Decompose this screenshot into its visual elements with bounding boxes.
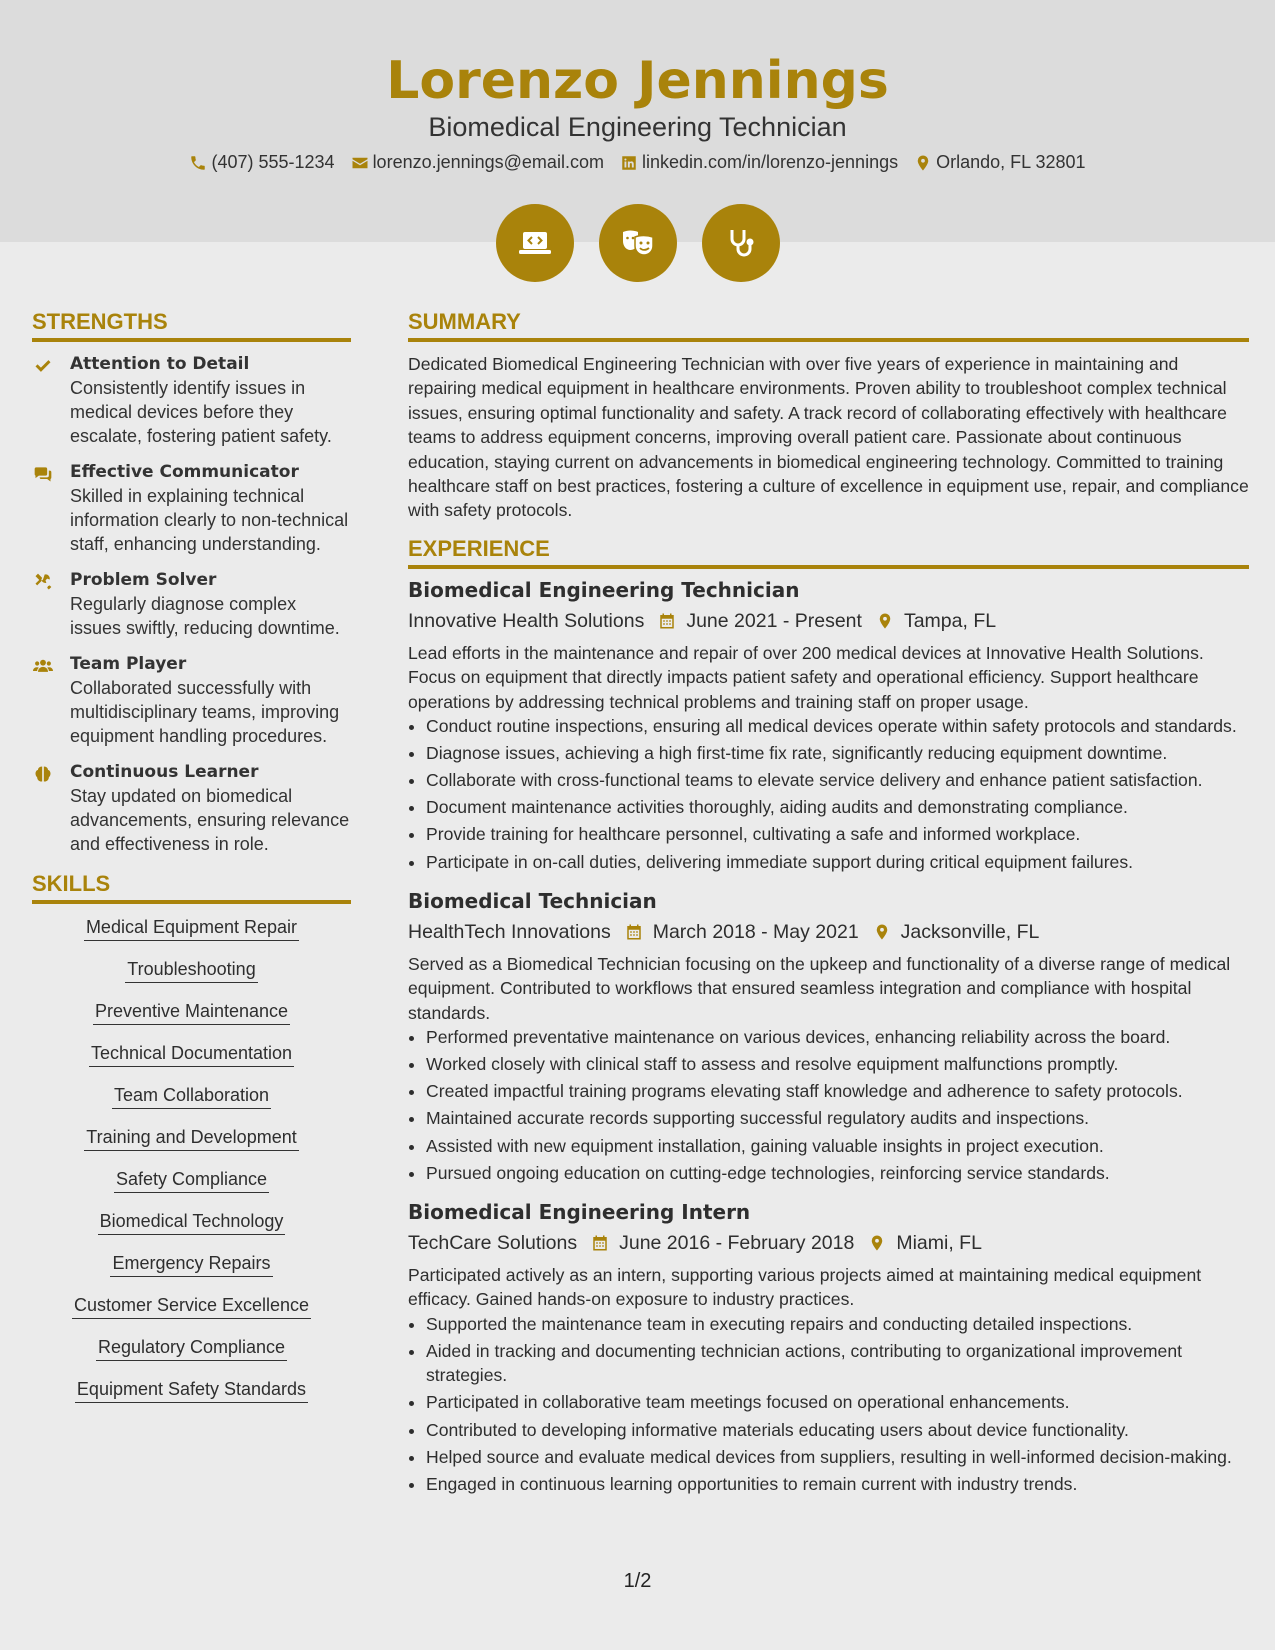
candidate-name: Lorenzo Jennings	[386, 51, 889, 111]
map-marker-icon	[873, 922, 891, 942]
contact-location	[914, 152, 1085, 173]
skill-tag: Emergency Repairs	[110, 1250, 272, 1277]
skills-heading: SKILLS	[32, 870, 351, 904]
strength-title: Attention to Detail	[70, 354, 250, 374]
stethoscope-icon	[721, 223, 761, 263]
job-company: Innovative Health Solutions	[408, 609, 645, 632]
job-bullet: • Diagnose issues, achieving a high first-time fix rate, significantly reducing equipment downtime.	[426, 741, 1249, 765]
job-bullets	[408, 1025, 1249, 1185]
contact-email[interactable]	[351, 152, 604, 173]
skill-tag: Regulatory Compliance	[96, 1334, 287, 1361]
job-bullet: • Assisted with new equipment installation, gaining valuable insights in project execution.	[426, 1134, 1249, 1158]
job-location: Jacksonville, FL	[900, 920, 1040, 943]
strength-item	[32, 760, 351, 856]
calendar-icon	[625, 922, 643, 942]
theater-masks-icon	[618, 223, 658, 263]
job-location: Miami, FL	[896, 1232, 982, 1255]
tools-icon	[32, 568, 70, 640]
job-company: TechCare Solutions	[408, 1232, 578, 1255]
job-bullet: • Created impactful training programs elevating staff knowledge and adherence to safety protocols.	[426, 1079, 1249, 1103]
strength-body	[70, 760, 351, 856]
job-bullet: • Helped source and evaluate medical devices from suppliers, resulting in well-informed decision-making.	[426, 1445, 1249, 1469]
strength-desc: Skilled in explaining technical information clearly to non-technical staff, enhancing understanding.	[70, 486, 349, 554]
laptop-code-icon	[515, 223, 555, 263]
skill-tag: Training and Development	[84, 1124, 298, 1151]
envelope-icon	[351, 154, 369, 172]
contact-phone[interactable]	[189, 152, 334, 173]
strength-body	[70, 568, 351, 640]
skill-tag: Troubleshooting	[125, 956, 257, 983]
job-title: Biomedical Engineering Technician	[408, 577, 800, 602]
strengths-list	[32, 352, 351, 856]
calendar-icon	[658, 611, 676, 631]
strength-title: Team Player	[70, 654, 187, 674]
strength-item	[32, 460, 351, 556]
job-entry	[408, 1197, 1249, 1496]
skill-tag: Technical Documentation	[89, 1040, 294, 1067]
candidate-title: Biomedical Engineering Technician	[428, 112, 847, 142]
skill-tag: Medical Equipment Repair	[84, 914, 299, 941]
check-icon	[32, 352, 70, 448]
left-column	[32, 308, 351, 1418]
job-meta	[408, 916, 1249, 948]
badge-laptop	[496, 204, 574, 282]
job-bullet: • Participated in collaborative team meetings focused on operational enhancements.	[426, 1390, 1249, 1414]
job-bullet: • Contributed to developing informative materials educating users about device functionality.	[426, 1418, 1249, 1442]
job-dates: March 2018 - May 2021	[652, 920, 859, 943]
linkedin-icon	[620, 154, 638, 172]
strength-title: Problem Solver	[70, 570, 217, 590]
job-bullet: • Maintained accurate records supporting successful regulatory audits and inspections.	[426, 1106, 1249, 1130]
strengths-heading: STRENGTHS	[32, 308, 351, 342]
job-meta	[408, 1227, 1249, 1259]
location-text: Orlando, FL 32801	[936, 152, 1086, 172]
phone-text: (407) 555-1234	[211, 152, 335, 172]
linkedin-text: linkedin.com/in/lorenzo-jennings	[641, 152, 899, 172]
skill-tag: Safety Compliance	[114, 1166, 269, 1193]
job-title: Biomedical Technician	[408, 888, 657, 913]
job-bullet: • Pursued ongoing education on cutting-edge technologies, reinforcing service standards.	[426, 1161, 1249, 1185]
job-title: Biomedical Engineering Intern	[408, 1200, 751, 1225]
skill-tag: Preventive Maintenance	[93, 998, 290, 1025]
page-number: 1/2	[623, 1570, 652, 1592]
skill-tag: Equipment Safety Standards	[75, 1376, 308, 1403]
job-bullet: • Provide training for healthcare personnel, cultivating a safe and informed workplace.	[426, 822, 1249, 846]
job-bullet: • Worked closely with clinical staff to assess and resolve equipment malfunctions promptly.	[426, 1052, 1249, 1076]
skill-tag: Customer Service Excellence	[72, 1292, 311, 1319]
strength-desc: Consistently identify issues in medical devices before they escalate, fostering patient safety.	[70, 378, 332, 446]
job-dates: June 2016 - February 2018	[619, 1232, 855, 1255]
job-description: Served as a Biomedical Technician focusing on the upkeep and functionality of a diverse range of medical equipment. Contributed to workflows that ensured seamless integration and compliance with hospital standards.	[408, 953, 1231, 1023]
contact-bar	[0, 152, 1275, 173]
strength-desc: Collaborated successfully with multidisciplinary teams, improving equipment handling procedures.	[70, 678, 340, 746]
job-bullet: • Engaged in continuous learning opportunities to remain current with industry trends.	[426, 1472, 1249, 1496]
strength-desc: Stay updated on biomedical advancements, ensuring relevance and effectiveness in role.	[70, 786, 350, 854]
map-marker-icon	[876, 611, 894, 631]
job-entry	[408, 886, 1249, 1185]
job-entry	[408, 575, 1249, 874]
strength-title: Continuous Learner	[70, 762, 259, 782]
strength-title: Effective Communicator	[70, 462, 299, 482]
summary-heading: SUMMARY	[408, 308, 1249, 342]
badge-masks	[599, 204, 677, 282]
phone-icon	[189, 154, 207, 172]
strength-body	[70, 460, 351, 556]
badge-stethoscope	[702, 204, 780, 282]
job-bullet: • Supported the maintenance team in executing repairs and conducting detailed inspections.	[426, 1312, 1249, 1336]
job-bullet: • Performed preventative maintenance on various devices, enhancing reliability across the board.	[426, 1025, 1249, 1049]
experience-list	[408, 575, 1249, 1496]
job-bullet: • Document maintenance activities thoroughly, aiding audits and demonstrating compliance.	[426, 795, 1249, 819]
strength-item	[32, 568, 351, 640]
job-description: Lead efforts in the maintenance and repair of over 200 medical devices at Innovative Health Solutions. Focus on equipment that directly impacts patient safety and operational efficiency. Support healthcare operations by addressing technical problems and training staff on proper usage.	[408, 642, 1204, 712]
strength-desc: Regularly diagnose complex issues swiftly, reducing downtime.	[70, 594, 340, 638]
email-text: lorenzo.jennings@email.com	[372, 152, 604, 172]
job-bullet: • Collaborate with cross-functional teams to elevate service delivery and enhance patient satisfaction.	[426, 768, 1249, 792]
job-bullets	[408, 1312, 1249, 1496]
job-company: HealthTech Innovations	[408, 920, 611, 943]
brain-icon	[32, 760, 70, 856]
job-bullet: • Participate in on-call duties, delivering immediate support during critical equipment failures.	[426, 850, 1249, 874]
calendar-icon	[591, 1233, 609, 1253]
summary-text: Dedicated Biomedical Engineering Technician with over five years of experience in maintaining and repairing medical equipment in healthcare environments. Proven ability to troubleshoot complex technical issues, ensuring optimal functionality and safety. A track record of collaborating effectively with healthcare teams to address equipment concerns, improving overall patient care. Passionate about continuous education, staying current on advancements in biomedical engineering technology. Committed to training healthcare staff on best practices, fostering a culture of excellence in equipment use, repair, and compliance with safety protocols.	[408, 354, 1249, 521]
strength-body	[70, 652, 351, 748]
experience-heading: EXPERIENCE	[408, 535, 1249, 569]
map-marker-icon	[914, 154, 932, 172]
job-bullets	[408, 714, 1249, 874]
skills-list	[32, 914, 351, 1403]
skill-tag: Biomedical Technology	[98, 1208, 286, 1235]
comments-icon	[32, 460, 70, 556]
job-meta	[408, 605, 1249, 637]
job-location: Tampa, FL	[903, 609, 997, 632]
map-marker-icon	[868, 1233, 886, 1253]
badge-row	[0, 204, 1275, 282]
job-bullet: • Aided in tracking and documenting technician actions, contributing to organizational improvement strategies.	[426, 1339, 1249, 1388]
job-bullet: • Conduct routine inspections, ensuring all medical devices operate within safety protocols and standards.	[426, 714, 1249, 738]
contact-linkedin[interactable]	[620, 152, 898, 173]
job-description: Participated actively as an intern, supporting various projects aimed at maintaining medical equipment efficacy. Gained hands-on exposure to industry practices.	[408, 1265, 1202, 1310]
job-dates: June 2021 - Present	[686, 609, 862, 632]
skill-tag: Team Collaboration	[112, 1082, 271, 1109]
strength-item	[32, 352, 351, 448]
users-icon	[32, 652, 70, 748]
right-column	[408, 308, 1249, 1508]
strength-item	[32, 652, 351, 748]
strength-body	[70, 352, 351, 448]
